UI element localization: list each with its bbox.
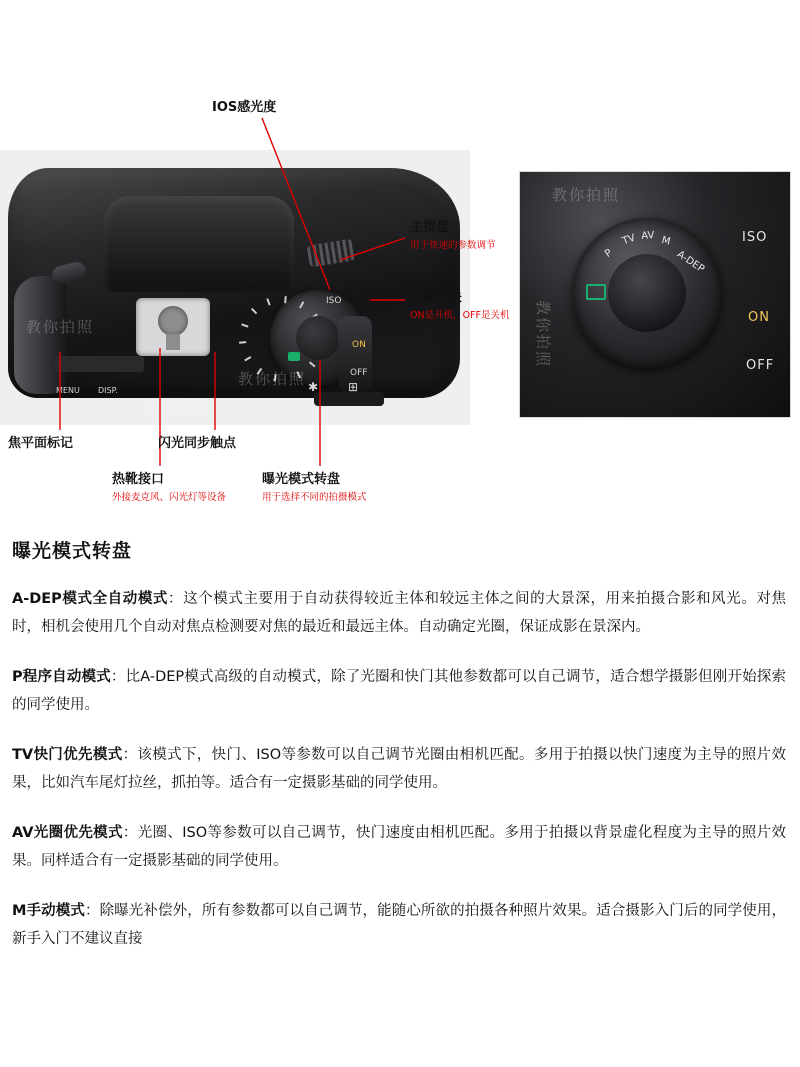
main-dial-wheel [307, 239, 356, 268]
inset-exposure-dial [572, 218, 722, 368]
inset-label-iso: ISO [742, 230, 768, 245]
callout-hotshoe-title: 热靴接口 [112, 472, 165, 487]
callout-power-switch-title: 电源开关 [410, 290, 463, 305]
inset-green-auto-mark [586, 284, 606, 300]
dial-green-auto-mark [288, 352, 300, 361]
callout-mode-dial-sub: 用于选择不同的拍摄模式 [262, 492, 367, 503]
camera-pentaprism [104, 196, 294, 292]
camera-label-grid: ⊞ [348, 380, 359, 394]
camera-top-photo [0, 150, 470, 425]
dial-mark-tv: TV [621, 232, 637, 248]
dial-mark-av: AV [641, 230, 655, 242]
callout-iso [212, 96, 276, 115]
paragraph-p [12, 663, 786, 719]
paragraph-m-text: ：除曝光补偿外，所有参数都可以自己调节，能随心所欲的拍摄各种照片效果。适合摄影入门后的同学使用，新手入门不建议直接 [12, 903, 786, 947]
article-heading: 曝光模式转盘 [12, 540, 133, 562]
watermark: 教你拍照 [26, 318, 95, 336]
camera-label-on: ON [352, 340, 366, 350]
callout-main-dial [410, 216, 496, 251]
watermark: 教你拍照 [534, 300, 552, 369]
dial-tick [309, 361, 316, 367]
callout-mode-dial [262, 468, 367, 503]
dial-tick [251, 308, 257, 314]
shutter-button [50, 260, 87, 286]
camera-grip [14, 276, 66, 394]
paragraph-a-dep [12, 585, 786, 641]
dial-tick [317, 331, 324, 334]
paragraph-p-lead: P程序自动模式 [12, 669, 111, 685]
paragraph-m [12, 897, 786, 953]
paragraph-tv [12, 741, 786, 797]
dial-tick [241, 323, 248, 327]
camera-diagram [0, 0, 800, 520]
paragraph-m-lead: M手动模式 [12, 903, 85, 919]
inset-label-off: OFF [746, 358, 775, 373]
paragraph-a-dep-lead: A-DEP模式全自动模式 [12, 591, 169, 607]
paragraph-tv-text: ：该模式下，快门、ISO等参数可以自己调节光圈由相机匹配。多用于拍摄以快门速度为主导的照片效果，比如汽车尾灯拉丝，抓拍等。适合有一定摄影基础的同学使用。 [12, 747, 786, 791]
watermark: 教你拍照 [238, 370, 307, 388]
dial-tick [311, 314, 318, 320]
dial-tick [317, 347, 324, 351]
callout-main-dial-title: 主拨盘 [410, 220, 450, 235]
focal-plane-mark [54, 356, 144, 372]
paragraph-av-lead: AV光圈优先模式 [12, 825, 123, 841]
callout-focal-plane-title: 焦平面标记 [8, 436, 74, 451]
callout-main-dial-sub: 用于快速的参数调节 [410, 240, 496, 251]
paragraph-p-text: ：比A-DEP模式高级的自动模式，除了光圈和快门其他参数都可以自己调节，适合想学摄影但刚开始探索的同学使用。 [12, 669, 786, 713]
dial-tick [266, 298, 270, 305]
camera-body-shape [8, 168, 463, 416]
callout-hotshoe [112, 468, 226, 503]
paragraph-av-text: ：光圈、ISO等参数可以自己调节，快门速度由相机匹配。多用于拍摄以背景虚化程度为主导的照片效果。同样适合有一定摄影基础的同学使用。 [12, 825, 786, 869]
dial-mark-m: M [660, 235, 672, 248]
callout-hotshoe-sub: 外接麦克风、闪光灯等设备 [112, 492, 227, 503]
callout-iso-title: IOS感光度 [212, 100, 277, 115]
paragraph-a-dep-text: ：这个模式主要用于自动获得较近主体和较远主体之间的大景深，用来拍摄合影和风光。对焦时，相机会使用几个自动对焦点检测要对焦的最近和最远主体。自动确定光圈，保证成影在景深内。 [12, 591, 787, 635]
dial-tick [299, 301, 304, 308]
camera-label-off: OFF [350, 368, 368, 378]
callout-power-switch-sub: ON是开机，OFF是关机 [410, 310, 510, 321]
watermark: 教你拍照 [552, 186, 621, 204]
dial-tick [274, 374, 277, 381]
camera-label-star: ✱ [308, 380, 319, 394]
paragraph-av [12, 819, 786, 875]
dial-tick [296, 371, 301, 378]
callout-focal-plane [8, 432, 73, 451]
callout-power-switch [410, 286, 510, 321]
camera-label-iso: ISO [326, 296, 342, 306]
camera-label-disp: DISP. [98, 386, 118, 395]
dial-mark-a-dep: A-DEP [674, 249, 707, 276]
callout-flash-sync-title: 闪光同步触点 [158, 436, 237, 451]
hotshoe-mount [136, 298, 210, 356]
watermark: 教你拍照 [148, 398, 217, 416]
dial-tick [257, 368, 263, 375]
article-body [0, 536, 800, 975]
mode-dial-closeup-photo [520, 172, 790, 417]
dial-tick [239, 341, 246, 344]
inset-label-on: ON [748, 310, 770, 325]
callout-mode-dial-title: 曝光模式转盘 [262, 472, 341, 487]
dial-mark-p: P [603, 247, 615, 260]
dial-tick [244, 356, 251, 361]
rear-ports [314, 392, 384, 406]
callout-flash-sync [158, 432, 236, 451]
camera-label-menu: MENU [56, 386, 80, 395]
dial-tick [284, 296, 287, 303]
inset-dial-center [608, 254, 686, 332]
paragraph-tv-lead: TV快门优先模式 [12, 747, 123, 763]
